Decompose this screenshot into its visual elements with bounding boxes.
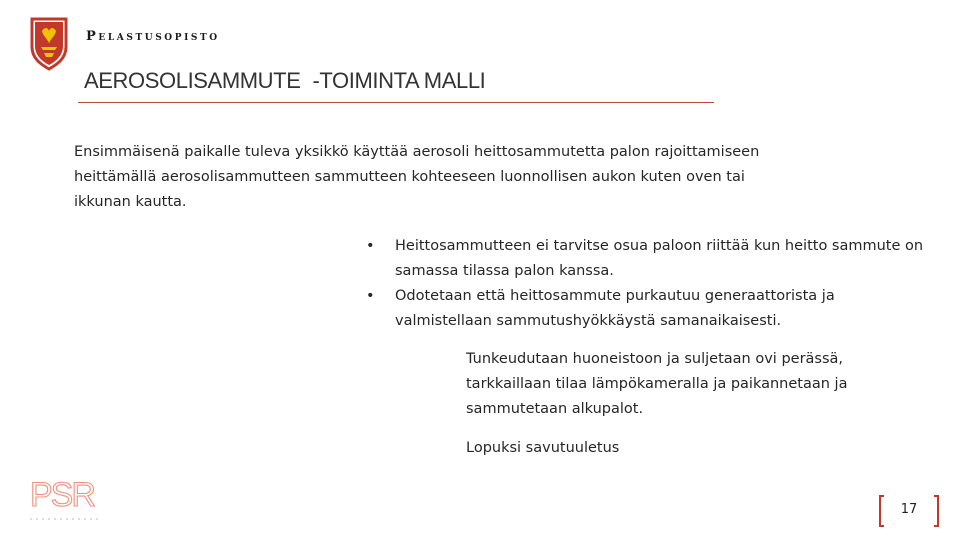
org-name: Pelastusopisto (86, 29, 220, 44)
bullet-dot-icon: • (366, 238, 375, 254)
psr-logo (30, 472, 106, 524)
title-divider (78, 102, 714, 103)
page-number: 17 (900, 502, 918, 517)
bullet-text: Heittosammutteen ei tarvitse osua paloon riittää kun heitto sammute on samassa tilassa palon kanssa. (395, 238, 924, 279)
paragraph-ventilation: Lopuksi savutuuletus (466, 440, 620, 456)
bullet-list (366, 234, 926, 334)
slide-title (84, 68, 485, 94)
slide-title-part-a: AEROSOLISAMMUTE (84, 68, 301, 93)
crest-icon (30, 17, 68, 71)
bullet-item (366, 284, 926, 334)
intro-paragraph: Ensimmäisenä paikalle tuleva yksikkö käyttää aerosoli heittosammutetta palon rajoittamiseen heittämällä aerosolisammutteen sammutteen kohteeseen luonnollisen aukon kuten oven tai ikkunan kautta. (74, 144, 760, 210)
bullet-item (366, 234, 926, 284)
paragraph-entry: Tunkeudutaan huoneistoon ja suljetaan ovi perässä, tarkkaillaan tilaa lämpökameralla ja paikannetaan ja sammutetaan alkupalot. (466, 351, 848, 417)
slide-title-part-b: -TOIMINTA MALLI (312, 68, 486, 93)
psr-logo-text: PSR (30, 476, 94, 514)
bullet-text: Odotetaan että heittosammute purkautuu generaattorista ja valmistellaan sammutushyökkäystä samanaikaisesti. (395, 288, 835, 329)
bullet-dot-icon: • (366, 288, 375, 304)
